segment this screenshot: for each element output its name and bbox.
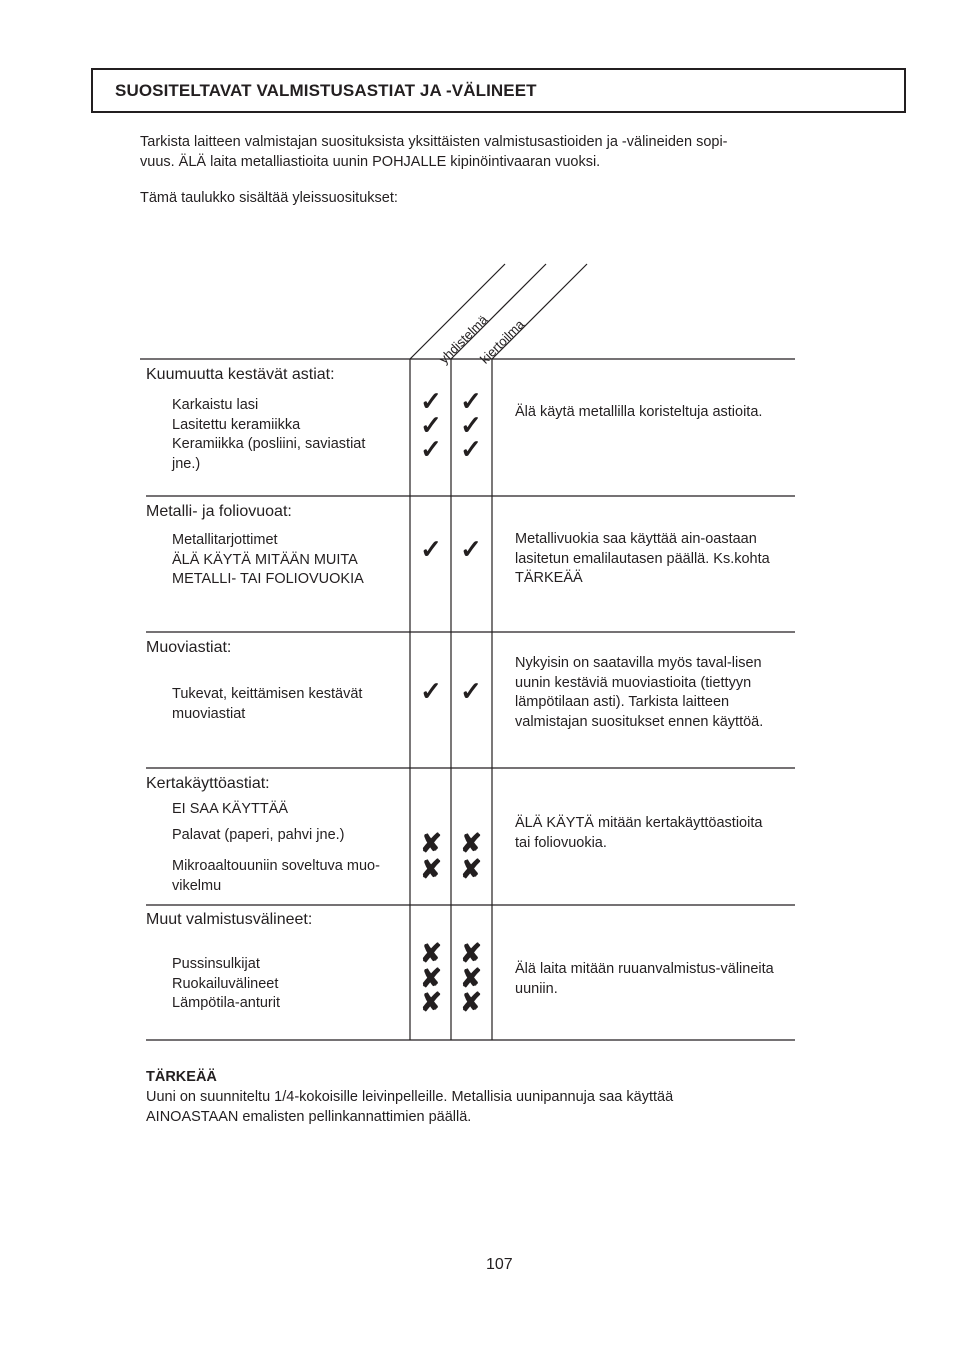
important-title: TÄRKEÄÄ bbox=[146, 1069, 217, 1085]
item-label: Tukevat, keittämisen kestävät bbox=[172, 686, 363, 702]
item-label: Karkaistu lasi bbox=[172, 397, 259, 413]
check-icon: ✓ bbox=[460, 434, 482, 464]
section-heading: Muoviastiat: bbox=[146, 639, 232, 656]
cross-icon: ✘ bbox=[460, 854, 482, 884]
section-items bbox=[172, 685, 362, 724]
check-icon: ✓ bbox=[420, 386, 442, 416]
cross-icon: ✘ bbox=[420, 987, 442, 1017]
cross-icon: ✘ bbox=[420, 938, 442, 968]
item-label: METALLI- TAI FOLIOVUOKIA bbox=[172, 571, 364, 587]
cross-icon: ✘ bbox=[460, 938, 482, 968]
item-label: jne.) bbox=[172, 455, 201, 472]
section-heading: Metalli- ja foliovuoat: bbox=[146, 503, 292, 520]
check-icon: ✓ bbox=[460, 386, 482, 416]
section-heading: Muut valmistusvälineet: bbox=[146, 911, 313, 928]
section-heading: Kuumuutta kestävät astiat: bbox=[146, 366, 335, 383]
page-number: 107 bbox=[486, 1256, 513, 1273]
check-icon: ✓ bbox=[460, 410, 482, 440]
section-items bbox=[172, 396, 365, 474]
item-label: Palavat (paperi, pahvi jne.) bbox=[172, 826, 345, 843]
important-line-1: Uuni on suunniteltu 1/4-kokoisille leivinpelleille. Metallisia uunipannuja saa käyttää bbox=[146, 1089, 674, 1105]
section-items bbox=[172, 531, 364, 590]
item-label: ÄLÄ KÄYTÄ MITÄÄN MUITA bbox=[172, 551, 358, 568]
cross-icon: ✘ bbox=[460, 828, 482, 858]
item-label: Mikroaaltouuniin soveltuva muo- bbox=[172, 858, 380, 874]
table-intro: Tämä taulukko sisältää yleissuositukset: bbox=[140, 190, 398, 206]
check-icon: ✓ bbox=[420, 676, 442, 706]
check-icon: ✓ bbox=[420, 434, 442, 464]
section-items bbox=[172, 800, 380, 896]
item-label: muoviastiat bbox=[172, 705, 246, 722]
check-icon: ✓ bbox=[420, 410, 442, 440]
item-label: vikelmu bbox=[172, 877, 222, 894]
section-note: ÄLÄ KÄYTÄ mitään kertakäyttöastioita tai foliovuokia. bbox=[515, 815, 763, 851]
section-title: SUOSITELTAVAT VALMISTUSASTIAT JA -VÄLINEET bbox=[115, 81, 537, 100]
section-note: Nykyisin on saatavilla myös taval-lisen uunin kestäviä muoviastioita (tiettyyn lämpötilaan asti). Tarkista laitteen valmistajan suositukset ennen käyttöä. bbox=[515, 655, 764, 730]
cross-icon: ✘ bbox=[420, 828, 442, 858]
item-label: Pussinsulkijat bbox=[172, 956, 260, 972]
important-text bbox=[146, 1087, 786, 1127]
section-items bbox=[172, 955, 280, 1014]
check-icon: ✓ bbox=[460, 534, 482, 564]
column-header-yhdistelma: yhdistelmä bbox=[436, 312, 491, 367]
important-line-2: AINOASTAAN emalisten pellinkannattimien päällä. bbox=[146, 1109, 472, 1125]
section-note: Metallivuokia saa käyttää ain-oastaan lasitetun emalilautasen päällä. Ks.kohta TÄRKEÄÄ bbox=[515, 531, 770, 586]
item-label: EI SAA KÄYTTÄÄ bbox=[172, 801, 289, 817]
intro-line-2: vuus. ÄLÄ laita metalliastioita uunin POHJALLE kipinöintivaaran vuoksi. bbox=[140, 154, 601, 170]
cross-icon: ✘ bbox=[420, 854, 442, 884]
cross-icon: ✘ bbox=[460, 963, 482, 993]
item-label: Metallitarjottimet bbox=[172, 532, 278, 548]
item-label: Keramiikka (posliini, saviastiat bbox=[172, 436, 366, 452]
item-label: Lämpötila-anturit bbox=[172, 995, 280, 1011]
section-heading: Kertakäyttöastiat: bbox=[146, 775, 270, 792]
column-header-kiertoilma: kiertoilma bbox=[477, 316, 527, 367]
cross-icon: ✘ bbox=[420, 963, 442, 993]
section-note: Älä käytä metallilla koristeltuja astioita. bbox=[515, 404, 763, 420]
check-icon: ✓ bbox=[420, 534, 442, 564]
cross-icon: ✘ bbox=[460, 987, 482, 1017]
item-label: Ruokailuvälineet bbox=[172, 975, 279, 992]
section-note: Älä laita mitään ruuanvalmistus-välineita uuniin. bbox=[515, 961, 774, 997]
item-label: Lasitettu keramiikka bbox=[172, 416, 301, 433]
check-icon: ✓ bbox=[460, 676, 482, 706]
intro-line-1: Tarkista laitteen valmistajan suosituksista yksittäisten valmistusastioiden ja -välineiden sopi- bbox=[140, 134, 728, 150]
